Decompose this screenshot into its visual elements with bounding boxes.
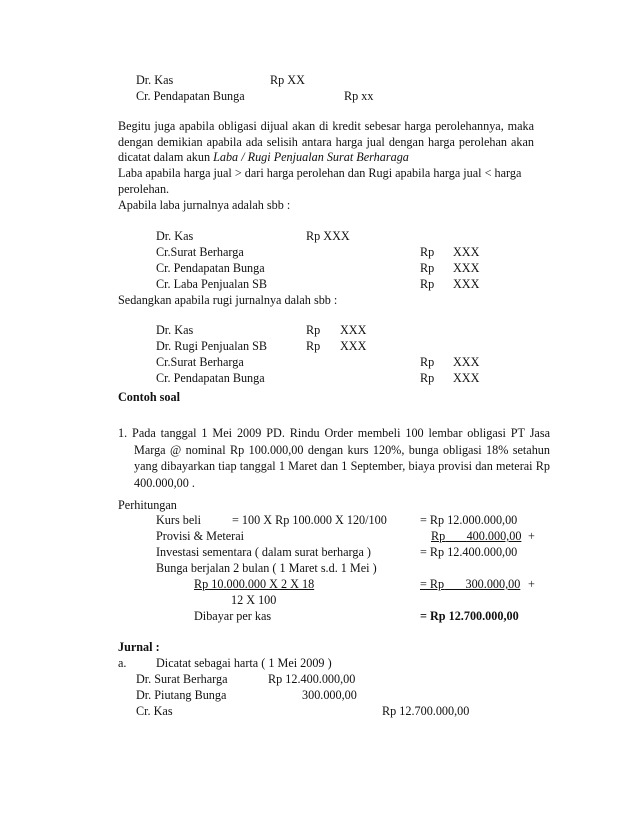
- bunga-eq: = Rp: [420, 577, 445, 591]
- fraction-numerator: Rp 10.000.000 X 2 X 18: [194, 577, 315, 591]
- kurs-result: = Rp 12.000.000,00: [420, 513, 518, 527]
- entry-intro-cr: Cr. Pendapatan Bunga: [136, 89, 245, 103]
- jurnal-row-account: Cr. Kas: [136, 704, 173, 718]
- investasi-result: = Rp 12.400.000,00: [420, 545, 518, 559]
- rugi-row-debit-rp: Rp: [306, 323, 321, 337]
- kurs-label: Kurs beli: [156, 513, 202, 527]
- rugi-journal-intro: Sedangkan apabila rugi jurnalnya dalah sbb :: [118, 293, 338, 307]
- laba-row-account: Cr.Surat Berharga: [156, 245, 244, 259]
- laba-row-account: Cr. Pendapatan Bunga: [156, 261, 265, 275]
- rugi-row-account: Dr. Kas: [156, 323, 194, 337]
- plus-sign: +: [528, 529, 535, 543]
- investasi-label: Investasi sementara ( dalam surat berharga ): [156, 545, 371, 559]
- jurnal-row-credit: Rp 12.700.000,00: [382, 704, 470, 718]
- bunga-amount-line: [420, 577, 520, 592]
- rugi-row-credit-rp: Rp: [420, 371, 435, 385]
- jurnal-title: Jurnal :: [118, 640, 160, 654]
- laba-row-account: Cr. Laba Penjualan SB: [156, 277, 268, 291]
- entry-intro-dr-amount: Rp XX: [270, 73, 305, 87]
- contoh-soal-heading: Contoh soal: [118, 390, 180, 404]
- paragraph-laba-journal-intro: Apabila laba jurnalnya adalah sbb :: [118, 198, 291, 212]
- provisi-amount: 400.000,00: [466, 529, 522, 543]
- rugi-row-credit-rp: Rp: [420, 355, 435, 369]
- kurs-formula: = 100 X Rp 100.000 X 120/100: [232, 513, 387, 527]
- provisi-amount-line: [431, 529, 521, 544]
- rugi-row-debit-rp: Rp: [306, 339, 321, 353]
- entry-intro-dr: Dr. Kas: [136, 73, 174, 87]
- laba-row-credit-rp: Rp: [420, 245, 435, 259]
- jurnal-row-account: Dr. Surat Berharga: [136, 672, 228, 686]
- rugi-row-account: Cr.Surat Berharga: [156, 355, 244, 369]
- italic-term: Laba / Rugi Penjualan Surat Berharaga: [213, 150, 409, 165]
- laba-row-debit: Rp XXX: [306, 229, 350, 243]
- bunga-amount: 300.000,00: [465, 577, 521, 591]
- jurnal-item-text: Dicatat sebagai harta ( 1 Mei 2009 ): [156, 656, 332, 670]
- provisi-label: Provisi & Meterai: [156, 529, 245, 543]
- rugi-row-debit: XXX: [340, 339, 367, 353]
- rugi-row-account: Cr. Pendapatan Bunga: [156, 371, 265, 385]
- entry-intro-cr-amount: Rp xx: [344, 89, 374, 103]
- plus-sign: +: [528, 577, 535, 591]
- dibayar-result: = Rp 12.700.000,00: [420, 609, 519, 623]
- bunga-label: Bunga berjalan 2 bulan ( 1 Maret s.d. 1 Mei ): [156, 561, 377, 575]
- laba-row-credit: XXX: [453, 245, 480, 259]
- dibayar-label: Dibayar per kas: [194, 609, 272, 623]
- jurnal-row-account: Dr. Piutang Bunga: [136, 688, 227, 702]
- laba-row-credit: XXX: [453, 261, 480, 275]
- paragraph-text: Begitu juga apabila obligasi dijual akan di kredit sebesar harga perolehannya, maka dengan demikian apabila ada selisih antara harga jual dengan harga perolehan akan dicatat dalam akun: [118, 119, 534, 165]
- provisi-rp: Rp: [431, 529, 446, 543]
- jurnal-item-label: a.: [118, 656, 127, 670]
- perhitungan-title: Perhitungan: [118, 498, 177, 512]
- paragraph-sale-explanation: [118, 119, 534, 166]
- laba-row-account: Dr. Kas: [156, 229, 194, 243]
- laba-row-credit-rp: Rp: [420, 277, 435, 291]
- laba-row-credit: XXX: [453, 277, 480, 291]
- jurnal-row-debit: 300.000,00: [302, 688, 357, 702]
- rugi-row-credit: XXX: [453, 371, 480, 385]
- fraction-denominator: 12 X 100: [231, 593, 277, 607]
- paragraph-laba-rugi: Laba apabila harga jual > dari harga perolehan dan Rugi apabila harga jual < harga perolehan.: [118, 166, 522, 196]
- jurnal-row-debit: Rp 12.400.000,00: [268, 672, 356, 686]
- rugi-row-account: Dr. Rugi Penjualan SB: [156, 339, 268, 353]
- rugi-row-debit: XXX: [340, 323, 367, 337]
- rugi-row-credit: XXX: [453, 355, 480, 369]
- problem-1: 1. Pada tanggal 1 Mei 2009 PD. Rindu Order membeli 100 lembar obligasi PT Jasa Marga @ nominal Rp 100.000,00 dengan kurs 120%, bunga obligasi 18% setahun yang dibayarkan tiap tanggal 1 Maret dan 1 September, biaya provisi dan meterai Rp 400.000,00 .: [118, 426, 550, 490]
- laba-row-credit-rp: Rp: [420, 261, 435, 275]
